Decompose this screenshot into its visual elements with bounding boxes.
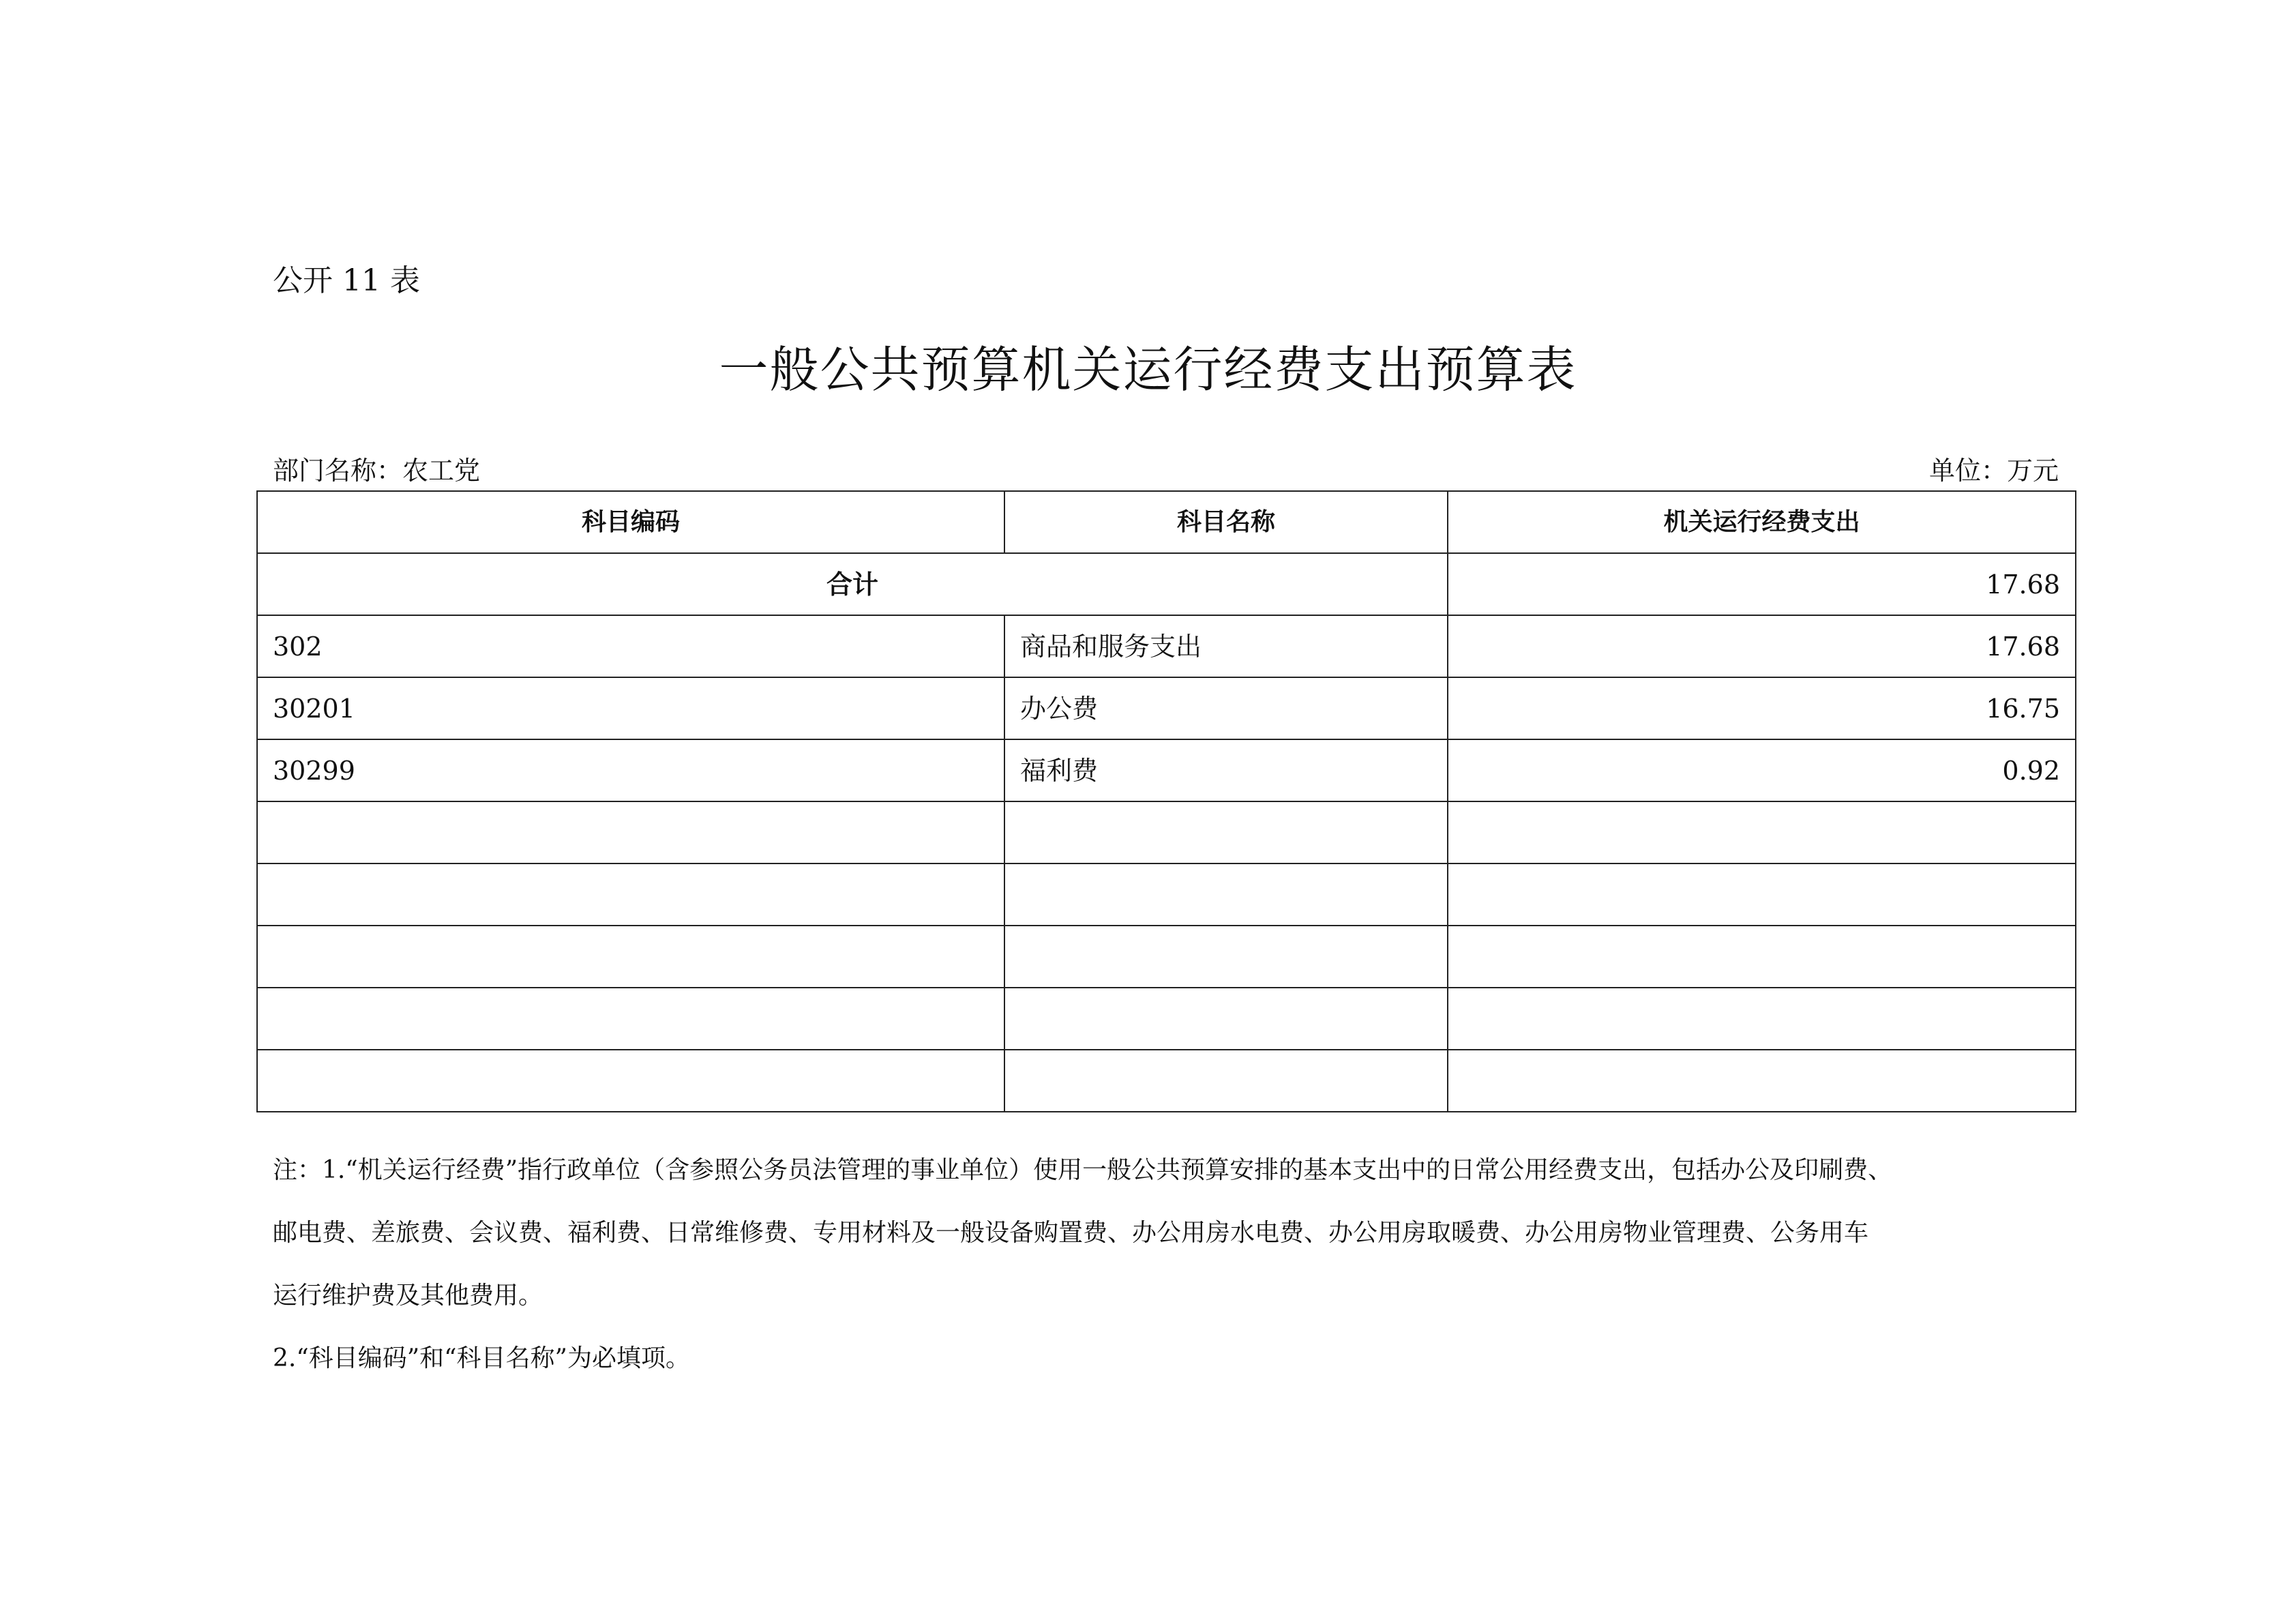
page-title: 一般公共预算机关运行经费支出预算表 [719,341,1577,398]
empty-row [257,988,2076,1050]
row-name: 福利费 [1004,739,1448,801]
row-value: 16.75 [1448,677,2076,739]
notes [273,1139,2073,1390]
note-line: 注：1.“机关运行经费”指行政单位（含参照公务员法管理的事业单位）使用一般公共预算安排的基本支出中的日常公用经费支出，包括办公及印刷费、 [273,1156,1893,1184]
row-value: 0.92 [1448,739,2076,801]
row-name: 办公费 [1004,677,1448,739]
row-value: 17.68 [1448,615,2076,677]
unit-label: 单位：万元 [1928,456,2059,486]
note-line: 运行维护费及其他费用。 [273,1282,543,1310]
table-row [257,677,2076,739]
table-row [257,615,2076,677]
note-line: 邮电费、差旅费、会议费、福利费、日常维修费、专用材料及一般设备购置费、办公用房水电费、办公用房取暖费、办公用房物业管理费、公务用车 [273,1219,1869,1247]
note-line: 2.“科目编码”和“科目名称”为必填项。 [273,1344,690,1372]
budget-table [256,490,2076,1112]
total-value: 17.68 [1448,553,2076,615]
department-label: 部门名称：农工党 [273,456,481,486]
table-row [257,739,2076,801]
header-subject-code: 科目编码 [257,491,1004,553]
empty-row [257,1050,2076,1112]
row-code: 30299 [257,739,1004,801]
empty-row [257,801,2076,863]
sheet-code: 公开 11 表 [273,263,420,298]
empty-row [257,863,2076,926]
row-code: 30201 [257,677,1004,739]
row-name: 商品和服务支出 [1004,615,1448,677]
header-operating-expense: 机关运行经费支出 [1448,491,2076,553]
table-header-row [257,491,2076,553]
header-subject-name: 科目名称 [1004,491,1448,553]
empty-row [257,926,2076,988]
row-code: 302 [257,615,1004,677]
total-label: 合计 [257,553,1448,615]
total-row [257,553,2076,615]
